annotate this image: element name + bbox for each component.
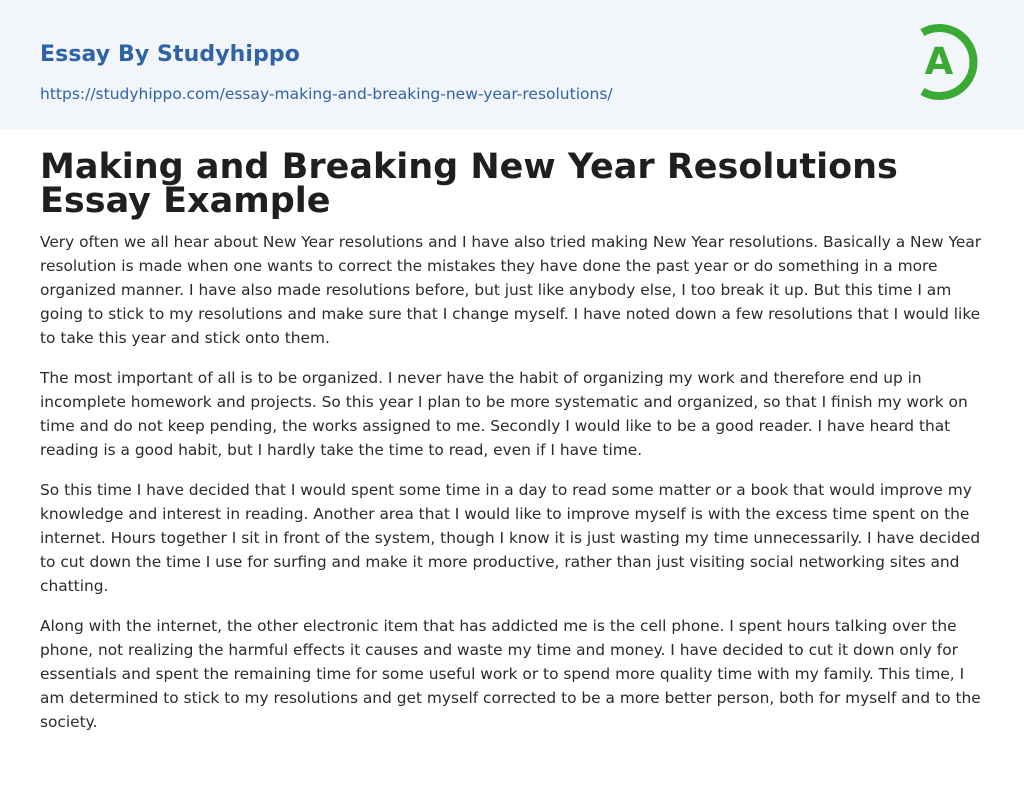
studyhippo-logo-icon[interactable] <box>912 19 986 105</box>
essay-paragraph-3: So this time I have decided that I would spent some time in a day to read some matter or a book that would improve my knowledge and interest in reading. Another area that I would like to improve myself is with the excess time spent on the internet. Hours together I sit in front of the system, though I know it is just wasting my time unnecessarily. I have decided to cut down the time I use for surfing and make it more productive, rather than just visiting social networking sites and chatting. <box>40 481 981 595</box>
logo-letter: A <box>924 40 954 83</box>
brand-name[interactable]: Essay By Studyhippo <box>40 42 300 67</box>
article <box>0 129 1024 734</box>
essay-paragraph-2: The most important of all is to be organized. I never have the habit of organizing my work and therefore end up in incomplete homework and projects. So this year I plan to be more systematic and organized, so that I finish my work on time and do not keep pending, the works assigned to me. Secondly I would like to be a good reader. I have heard that reading is a good habit, but I hardly take the time to read, even if I have time. <box>40 369 968 459</box>
essay-paragraph-4: Along with the internet, the other electronic item that has addicted me is the cell phone. I spent hours talking over the phone, not realizing the harmful effects it causes and waste my time and money. I have decided to cut it down only for essentials and spent the remaining time for some useful work or to spend more quality time with my family. This time, I am determined to stick to my resolutions and get myself corrected to be a more better person, both for myself and to the society. <box>40 617 981 731</box>
essay-title: Making and Breaking New Year Resolutions Essay Example <box>40 147 898 221</box>
essay-paragraph-1: Very often we all hear about New Year resolutions and I have also tried making New Year resolutions. Basically a New Year resolution is made when one wants to correct the mistakes they have done the past year or do something in a more organized manner. I have also made resolutions before, but just like anybody else, I too break it up. But this time I am going to stick to my resolutions and make sure that I change myself. I have noted down a few resolutions that I would like to take this year and stick onto them. <box>40 233 982 347</box>
site-header <box>0 0 1024 129</box>
essay-url-link[interactable]: https://studyhippo.com/essay-making-and-breaking-new-year-resolutions/ <box>40 85 613 103</box>
